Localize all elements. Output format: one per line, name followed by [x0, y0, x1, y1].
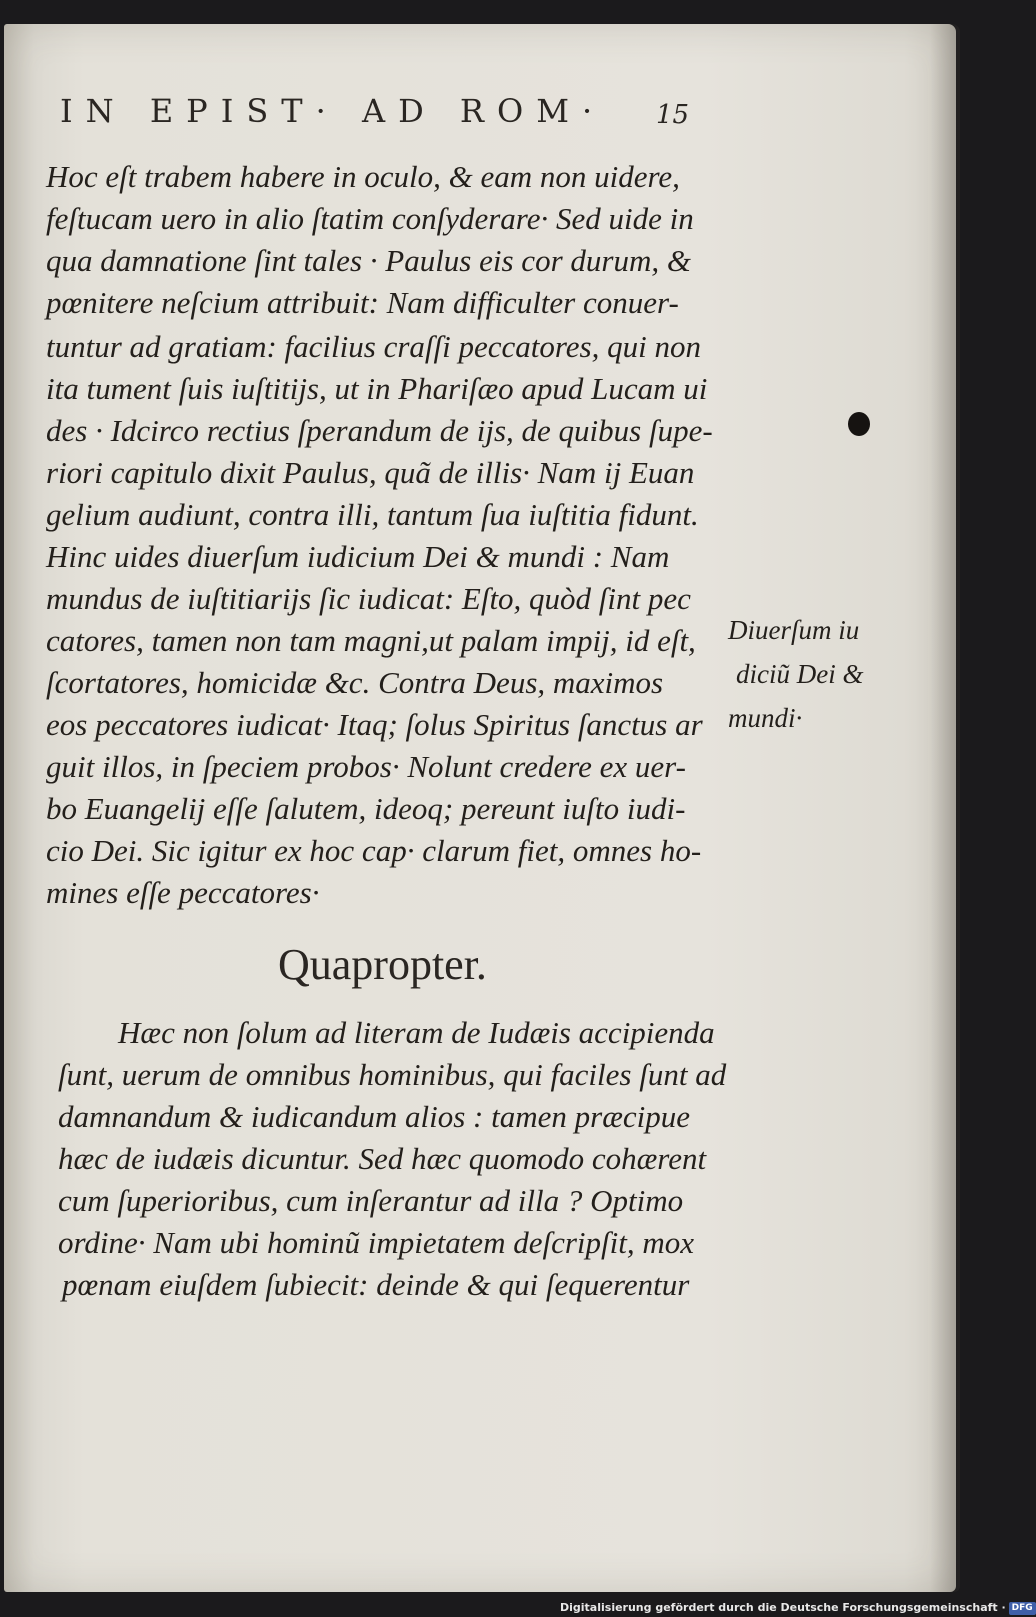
- body-line: qua damnatione ſint tales · Paulus eis cor durum, &: [46, 243, 691, 278]
- body-line: feſtucam uero in alio ſtatim conſyderare· Sed uide in: [46, 201, 694, 236]
- body-line: mines eſſe peccatores·: [46, 875, 320, 910]
- body-line: pœnitere neſcium attribuit: Nam difficulter conuer-: [46, 285, 679, 320]
- body-line: cio Dei. Sic igitur ex hoc cap· clarum fiet, omnes ho-: [46, 833, 702, 868]
- section-line: damnandum & iudicandum alios : tamen præcipue: [58, 1099, 691, 1134]
- body-line: des · Idcirco rectius ſperandum de ijs, de quibus ſupe-: [46, 413, 713, 448]
- page-edge-shadow: [930, 24, 960, 1592]
- dfg-logo-badge: DFG: [1009, 1602, 1036, 1615]
- body-line: bo Euangelij eſſe ſalutem, ideoq; pereunt iuſto iudi-: [46, 791, 686, 826]
- section-line: ordine· Nam ubi hominũ impietatem deſcripſit, mox: [58, 1225, 694, 1260]
- body-line: eos peccatores iudicat· Itaq; ſolus Spiritus ſanctus ar: [46, 707, 703, 742]
- body-line: riori capitulo dixit Paulus, quã de illis· Nam ij Euan: [46, 455, 695, 490]
- marginal-note-line: Diuerſum iu: [728, 615, 860, 645]
- section-line: hæc de iudæis dicuntur. Sed hæc quomodo cohærent: [58, 1141, 707, 1176]
- running-head: IN EPIST· AD ROM·: [60, 92, 606, 130]
- marginal-note-line: diciũ Dei &: [736, 659, 864, 689]
- section-line: pœnam eiuſdem ſubiecit: deinde & qui ſequerentur: [62, 1267, 690, 1302]
- folio-number: 15: [656, 100, 690, 130]
- body-line: tuntur ad gratiam: facilius craſſi peccatores, qui non: [46, 329, 701, 364]
- body-line: Hinc uides diuerſum iudicium Dei & mundi : Nam: [46, 539, 670, 574]
- body-line: catores, tamen non tam magni,ut palam impij, id eſt,: [46, 623, 696, 658]
- marginal-note-line: mundi·: [728, 703, 803, 733]
- digitization-credit: [560, 1600, 1033, 1616]
- section-line: Hæc non ſolum ad literam de Iudæis accipienda: [118, 1015, 715, 1050]
- body-line: mundus de iuſtitiarijs ſic iudicat: Eſto, quòd ſint pec: [46, 581, 691, 616]
- section-line: cum ſuperioribus, cum inſerantur ad illa ? Optimo: [58, 1183, 684, 1218]
- ink-dot-mark: [848, 412, 870, 436]
- body-line: gelium audiunt, contra illi, tantum ſua iuſtitia fidunt.: [46, 497, 699, 532]
- section-heading: Quapropter.: [278, 940, 487, 989]
- body-line: ſcortatores, homicidæ &c. Contra Deus, maximos: [46, 665, 664, 700]
- credit-text: Digitalisierung gefördert durch die Deutsche Forschungsgemeinschaft ·: [560, 1601, 1006, 1614]
- body-line: Hoc eſt trabem habere in oculo, & eam non uidere,: [46, 159, 680, 194]
- section-line: ſunt, uerum de omnibus hominibus, qui faciles ſunt ad: [58, 1057, 727, 1092]
- body-line: guit illos, in ſpeciem probos· Nolunt credere ex uer-: [46, 749, 686, 784]
- body-line: ita tument ſuis iuſtitijs, ut in Phariſæo apud Lucam ui: [46, 371, 708, 406]
